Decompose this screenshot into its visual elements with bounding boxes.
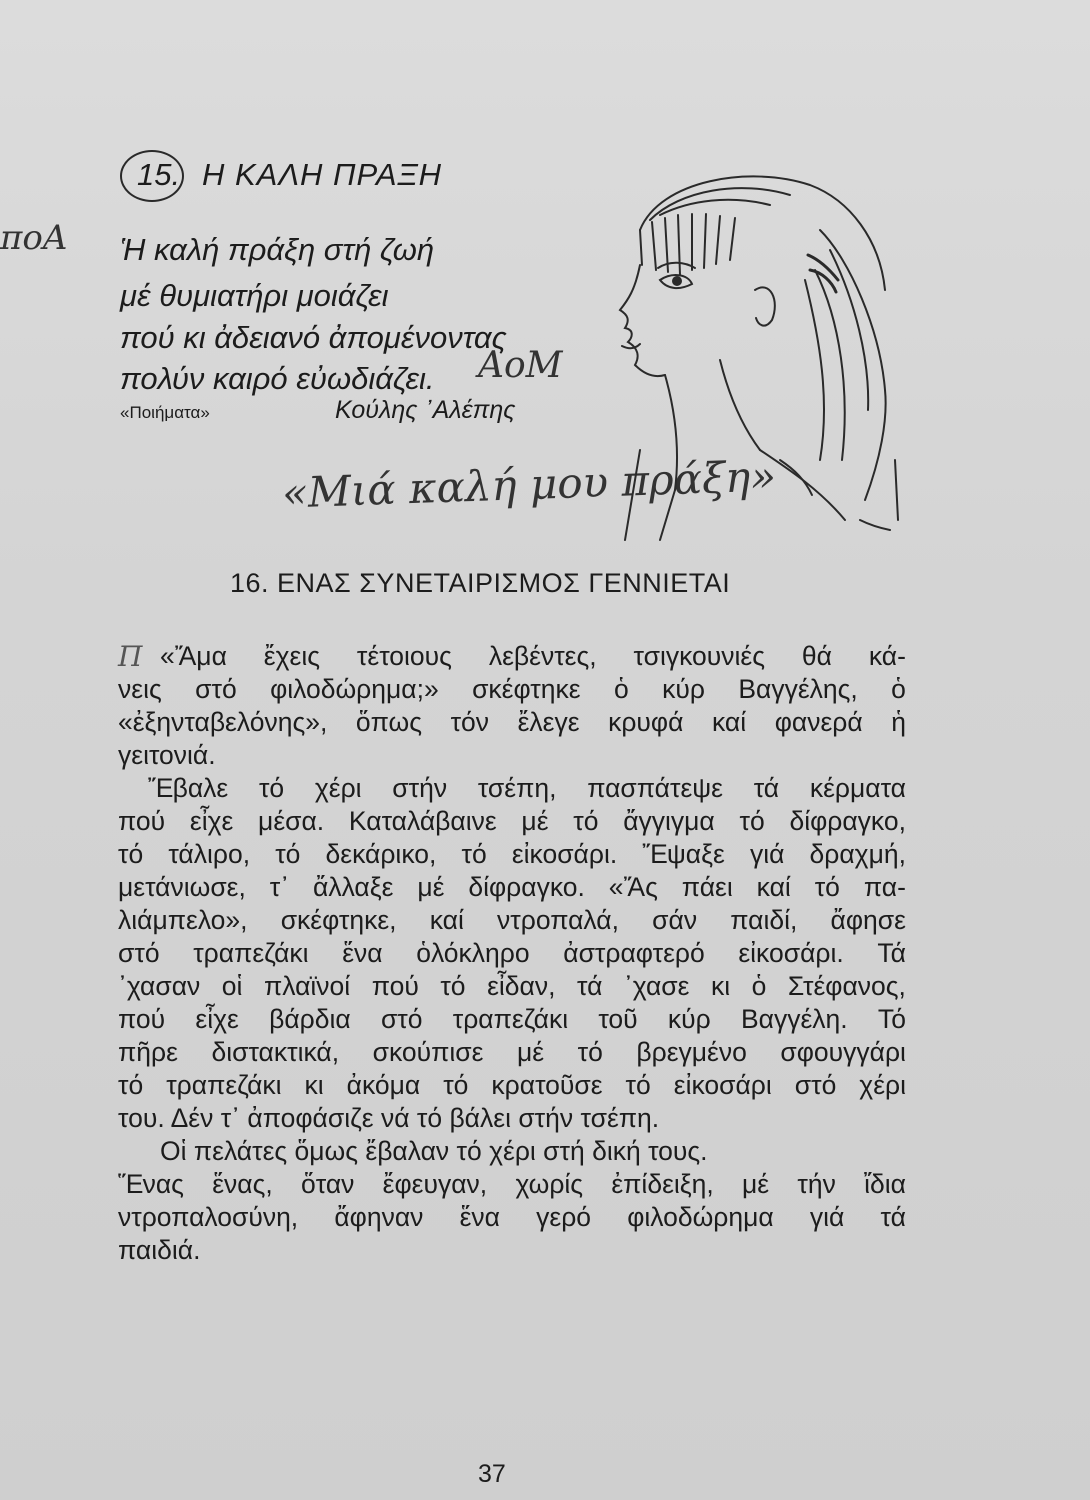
story-line: Οἱ πελάτες ὅμως ἔβαλαν τό χέρι στή δική τους. [160,1136,708,1166]
poem-source: «Ποιήματα» [120,403,210,422]
story-line: τό τραπεζάκι κι ἀκόμα τό κρατοῦσε τό εἰκοσάρι στό χέρι [118,1070,906,1100]
story-line: Ἔβαλε τό χέρι στήν τσέπη, πασπάτεψε τά κέρματα [148,773,906,803]
section-16-heading: 16. ΕΝΑΣ ΣΥΝΕΤΑΙΡΙΣΜΟΣ ΓΕΝΝΙΕΤΑΙ [230,568,731,598]
story-line: πού εἶχε μέσα. Καταλάβαινε μέ τό ἄγγιγμα τό δίφραγκο, [118,806,906,836]
story-line: παιδιά. [118,1235,201,1265]
section-15-title: Η ΚΑΛΗ ΠΡΑΞΗ [202,157,443,192]
story-line: στό τραπεζάκι ἕνα ὁλόκληρο ἀστραφτερό εἰκοσάρι. Τά [118,938,906,968]
story-line: Ἕνας ἕνας, ὅταν ἔφευγαν, χωρίς ἐπίδειξη, μέ τήν ἴδια [118,1169,906,1199]
handwritten-initials: ΑοΜ [478,345,563,386]
section-15-number: 15. [137,157,181,192]
story-line: «ἐξηνταβελόνης», ὅπως τόν ἔλεγε κρυφά καί φανερά ἡ [118,707,906,737]
handwritten-paragraph-mark: Π [118,640,143,673]
story-line: πού εἶχε βάρδια στό τραπεζάκι τοῦ κύρ Βαγγέλη. Τό [118,1004,906,1034]
poem-line-4: πολύν καιρό εὐωδιάζει. [120,361,435,396]
story-line: του. Δέν τ᾿ ἀποφάσιζε νά τό βάλει στήν τσέπη. [118,1103,660,1133]
story-line: τό τάλιρο, τό δεκάρικο, τό εἰκοσάρι. Ἔψαξε γιά δραχμή, [118,839,906,869]
story-line: μετάνιωσε, τ᾿ ἄλλαξε μέ δίφραγκο. «Ἄς πάει καί τό πα- [118,872,906,902]
poem-author: Κούλης ᾿Αλέπης [335,396,516,424]
girl-portrait-drawing [580,160,910,560]
story-line: «Ἄμα ἔχεις τέτοιους λεβέντες, τσιγκουνιές θά κά- [160,641,906,671]
poem-line-2: μέ θυμιατήρι μοιάζει [120,278,389,313]
story-line: ντροπαλοσύνη, ἄφηναν ἕνα γερό φιλοδώρημα γιά τά [118,1202,906,1232]
page-number: 37 [478,1460,506,1488]
poem-line-1: Ἡ καλή πράξη στή ζωή [120,232,435,267]
story-line: ᾿χασαν οἱ πλαϊνοί πού τό εἶδαν, τά ᾿χασε κι ὁ Στέφανος, [118,971,906,1001]
story-line: λιάμπελο», σκέφτηκε, καί ντροπαλά, σάν παιδί, ἄφησε [118,905,906,935]
story-line: γειτονιά. [118,740,216,770]
handwritten-essay-title: «Μιά καλή μου πράξη» [281,451,777,518]
story-body [118,640,906,1267]
story-line: πῆρε διστακτικά, σκούπισε μέ τό βρεγμένο σφουγγάρι [118,1037,906,1067]
poem-line-3: πού κι ἀδειανό ἀπομένοντας [120,320,507,355]
story-line: νεις στό φιλοδώρημα;» σκέφτηκε ὁ κύρ Βαγγέλης, ὁ [118,674,906,704]
handwritten-margin-note: ποΑ [0,218,68,258]
